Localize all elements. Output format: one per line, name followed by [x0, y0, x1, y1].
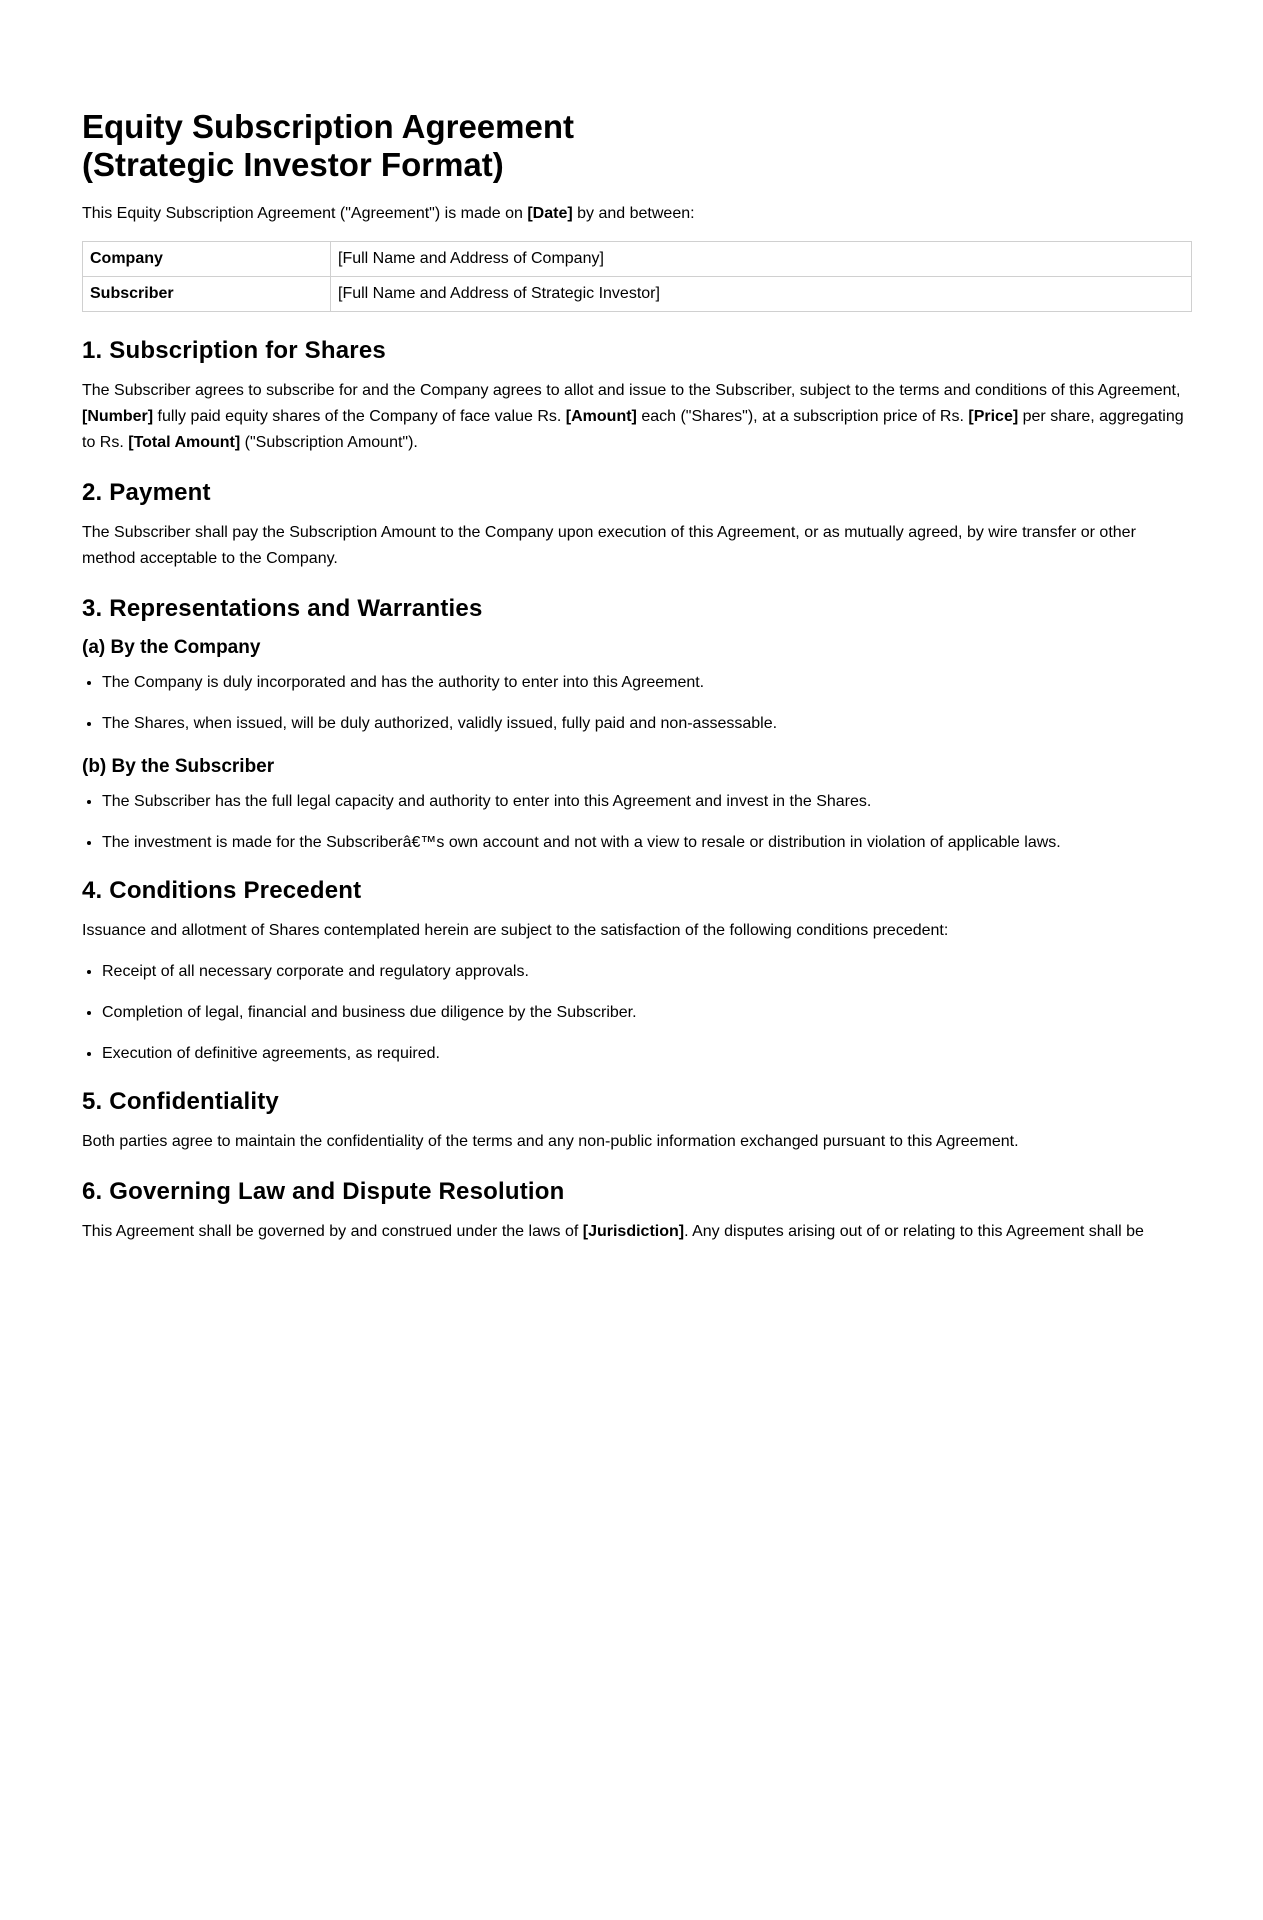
list-item: • The investment is made for the Subscriberâ€™s own account and not with a view to resale or distribution in violation of applicable laws. — [102, 832, 1192, 854]
section-confidentiality — [82, 1087, 1192, 1155]
intro-text-before: This Equity Subscription Agreement ("Agreement") is made on — [82, 205, 528, 222]
conditions-list — [82, 961, 1192, 1065]
list-item: • The Company is duly incorporated and has the authority to enter into this Agreement. — [102, 672, 1192, 694]
section-heading: 5. Confidentiality — [82, 1088, 279, 1115]
text-run: per share, aggregating to Rs. — [82, 408, 1184, 451]
company-warranties-list — [82, 672, 1192, 735]
subsection-heading-company: (a) By the Company — [82, 637, 261, 658]
section-subscription — [82, 336, 1192, 456]
text-run: fully paid equity shares of the Company of face value Rs. — [153, 408, 566, 425]
section-payment — [82, 478, 1192, 572]
party-label-subscriber: Subscriber — [83, 277, 331, 312]
section-heading: 2. Payment — [82, 479, 211, 506]
section-heading: 3. Representations and Warranties — [82, 595, 483, 622]
subsection-heading-subscriber: (b) By the Subscriber — [82, 756, 275, 777]
subscriber-warranties-list — [82, 791, 1192, 854]
party-value-subscriber: [Full Name and Address of Strategic Investor] — [331, 277, 1192, 312]
text-run: This Agreement shall be governed by and construed under the laws of — [82, 1223, 583, 1240]
section-heading: 4. Conditions Precedent — [82, 877, 362, 904]
intro-paragraph — [82, 201, 1192, 227]
title-line-1: Equity Subscription Agreement — [82, 108, 575, 145]
date-placeholder: [Date] — [527, 205, 573, 222]
list-item: • Completion of legal, financial and business due diligence by the Subscriber. — [102, 1002, 1192, 1024]
number-placeholder: [Number] — [82, 408, 154, 425]
document-title — [82, 108, 1192, 184]
section-heading: 6. Governing Law and Dispute Resolution — [82, 1178, 565, 1205]
conditions-paragraph: Issuance and allotment of Shares contemplated herein are subject to the satisfaction of the following conditions precedent: — [82, 922, 949, 939]
table-row — [83, 242, 1192, 277]
text-run: each ("Shares"), at a subscription price of Rs. — [636, 408, 969, 425]
list-item: • The Shares, when issued, will be duly authorized, validly issued, fully paid and non-assessable. — [102, 713, 1192, 735]
list-item: • The Subscriber has the full legal capacity and authority to enter into this Agreement and invest in the Shares. — [102, 791, 1192, 813]
table-row — [83, 277, 1192, 312]
governing-law-paragraph — [82, 1219, 1192, 1245]
text-run: The Subscriber agrees to subscribe for and the Company agrees to allot and issue to the Subscriber, subject to the terms and conditions of this Agreement, — [82, 382, 1181, 399]
title-line-2: (Strategic Investor Format) — [82, 146, 504, 183]
parties-table — [82, 241, 1192, 312]
agreement-document — [82, 108, 1192, 1245]
jurisdiction-placeholder: [Jurisdiction] — [582, 1223, 685, 1240]
total-amount-placeholder: [Total Amount] — [128, 434, 241, 451]
party-label-company: Company — [83, 242, 331, 277]
amount-placeholder: [Amount] — [565, 408, 637, 425]
section-heading: 1. Subscription for Shares — [82, 337, 386, 364]
intro-text-after: by and between: — [572, 205, 695, 222]
section-conditions-precedent — [82, 876, 1192, 1065]
party-value-company: [Full Name and Address of Company] — [331, 242, 1192, 277]
text-run: . Any disputes arising out of or relating to this Agreement shall be — [684, 1223, 1144, 1240]
confidentiality-paragraph: Both parties agree to maintain the confidentiality of the terms and any non-public information exchanged pursuant to this Agreement. — [82, 1133, 1019, 1150]
list-item: • Execution of definitive agreements, as required. — [102, 1043, 1192, 1065]
text-run: ("Subscription Amount"). — [240, 434, 418, 451]
section-representations — [82, 594, 1192, 854]
list-item: • Receipt of all necessary corporate and regulatory approvals. — [102, 961, 1192, 983]
payment-paragraph: The Subscriber shall pay the Subscription Amount to the Company upon execution of this Agreement, or as mutually agreed, by wire transfer or other method acceptable to the Company. — [82, 524, 1136, 567]
price-placeholder: [Price] — [968, 408, 1019, 425]
section-governing-law — [82, 1177, 1192, 1245]
subscription-paragraph — [82, 378, 1192, 456]
